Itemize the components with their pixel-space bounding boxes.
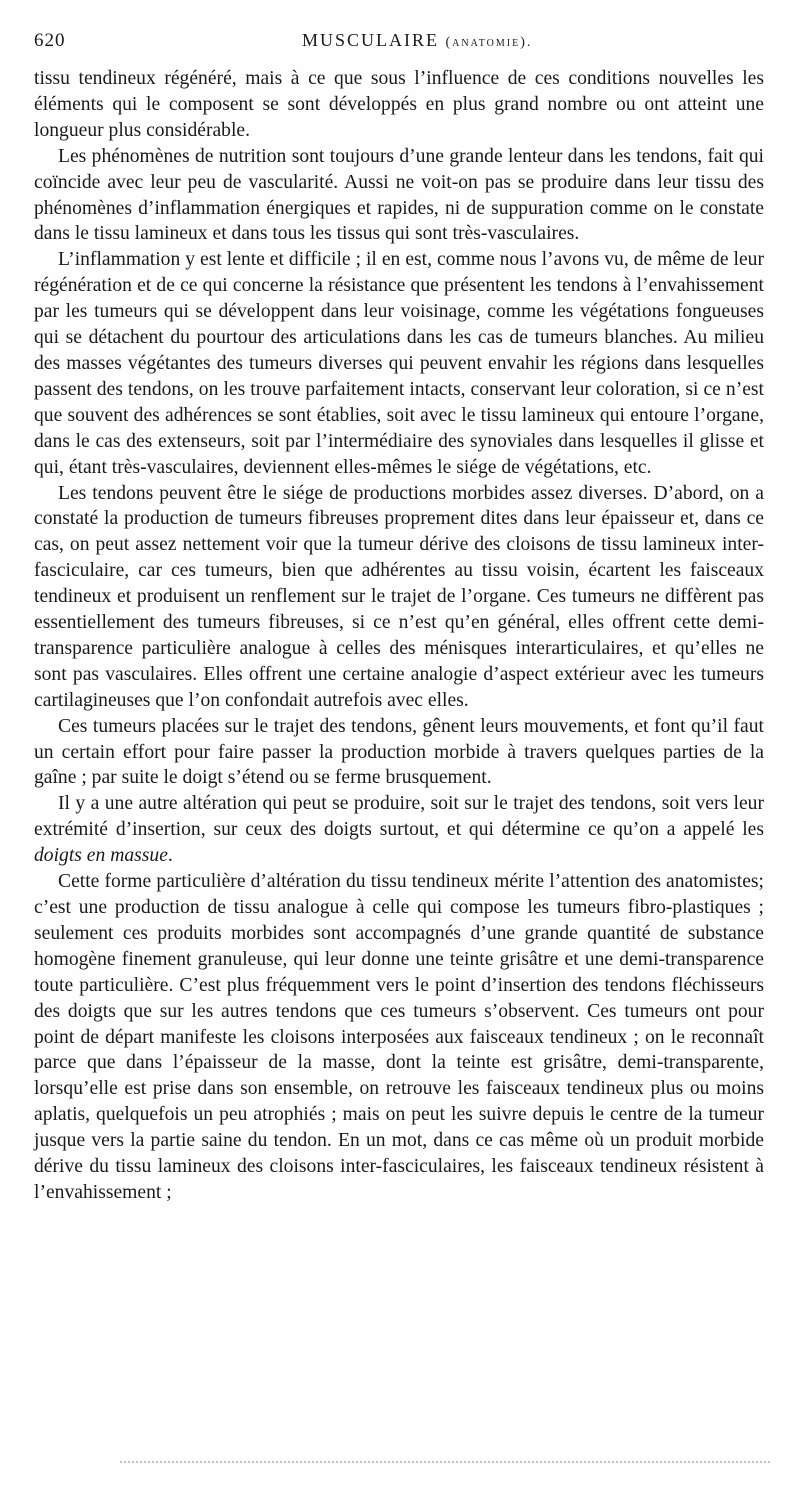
paragraph: Les tendons peuvent être le siége de productions morbides assez diverses. D’abord, on a constaté la production de tumeurs fibreuses proprement dites dans leur épaisseur et, dans ce cas, on peut assez nettement voir que la tumeur dérive des cloisons de tissu lamineux inter-fasciculaire, car ces tumeurs, bien que adhérentes au tissu voisin, écartent les faisceaux tendineux et produisent un renflement sur le trajet de l’organe. Ces tumeurs ne diffèrent pas essentiellement des tumeurs fibreuses, si ce n’est qu’en général, elles offrent cette demi-transparence particulière analogue à celles des ménisques interarticulaires, et qu’elles ne sont pas vasculaires. Elles offrent une certaine analogie d’aspect extérieur avec les tumeurs cartilagineuses que l’on confondait autrefois avec elles. — [34, 482, 764, 711]
body-text — [34, 66, 764, 1206]
paragraph: Les phénomènes de nutrition sont toujours d’une grande lenteur dans les tendons, fait qui coïncide avec leur peu de vascularité. Aussi ne voit-on pas se produire dans leur tissu des phénomènes d’inflammation énergiques et rapides, ni de suppuration comme on le constate dans le tissu lamineux et dans tous les tissus qui sont très-vasculaires. — [34, 145, 764, 245]
paragraph: Ces tumeurs placées sur le trajet des tendons, gênent leurs mouvements, et font qu’il faut un certain effort pour faire passer la production morbide à travers quelques parties de la gaîne ; par suite le doigt s’étend ou se ferme brusquement. — [34, 715, 764, 789]
running-title: MUSCULAIRE — [302, 30, 440, 50]
paragraph — [34, 791, 764, 869]
paragraph: tissu tendineux régénéré, mais à ce que sous l’influence de ces conditions nouvelles les éléments qui le composent se sont développés en plus grand nombre ou ont atteint une longueur plus considérable. — [34, 68, 764, 141]
paragraph-text-end: . — [167, 845, 173, 867]
italic-term: doigts en massue — [34, 845, 168, 867]
page-header — [34, 30, 764, 60]
running-head — [302, 30, 532, 51]
running-subtitle: (anatomie). — [445, 35, 533, 50]
page-number: 620 — [34, 30, 66, 51]
paragraph: L’inflammation y est lente et difficile ; il en est, comme nous l’avons vu, de même de leur régénération et de ce qui concerne la résistance que présentent les tendons à l’envahissement par les tumeurs qui se développent dans leur voisinage, comme les végétations fongueuses qui se détachent du pourtour des articulations dans les cas de tumeurs blanches. Au milieu des masses végétantes des tumeurs diverses qui peuvent envahir les régions dans lesquelles passent des tendons, on les trouve parfaitement intacts, conservant leur coloration, si ce n’est que souvent des adhérences se sont établies, soit avec le tissu lamineux qui entoure l’organe, dans le cas des extenseurs, soit par l’intermédiaire des synoviales dans lesquelles il glisse et qui, étant très-vasculaires, deviennent elles-mêmes le siége de végétations, etc. — [34, 249, 764, 478]
paragraph-text: Il y a une autre altération qui peut se produire, soit sur le trajet des tendons, soit vers leur extrémité d’insertion, sur ceux des doigts surtout, et qui détermine ce qu’on a appelé les — [34, 793, 764, 841]
footer-rule — [120, 1455, 770, 1463]
paragraph: Cette forme particulière d’altération du tissu tendineux mérite l’attention des anatomistes; c’est une production de tissu analogue à celle qui compose les tumeurs fibro-plastiques ; seulement ces produits morbides sont accompagnés d’une grande quantité de substance homogène finement granuleuse, qui leur donne une teinte grisâtre et une demi-transparence toute particulière. C’est plus fréquemment vers le point d’insertion des tendons fléchisseurs des doigts que sur les autres tendons que ces tumeurs s’observent. Ces tumeurs ont pour point de départ manifeste les cloisons interposées aux faisceaux tendineux ; on le reconnaît parce que dans l’épaisseur de la masse, dont la teinte est grisâtre, demi-transparente, lorsqu’elle est prise dans son ensemble, on retrouve les faisceaux tendineux plus ou moins aplatis, quelquefois un peu atrophiés ; mais on peut les suivre depuis le centre de la tumeur jusque vers la partie saine du tendon. En un mot, dans ce cas même où un produit morbide dérive du tissu lamineux des cloisons inter-fasciculaires, les faisceaux tendineux résistent à l’envahissement ; — [34, 871, 764, 1203]
